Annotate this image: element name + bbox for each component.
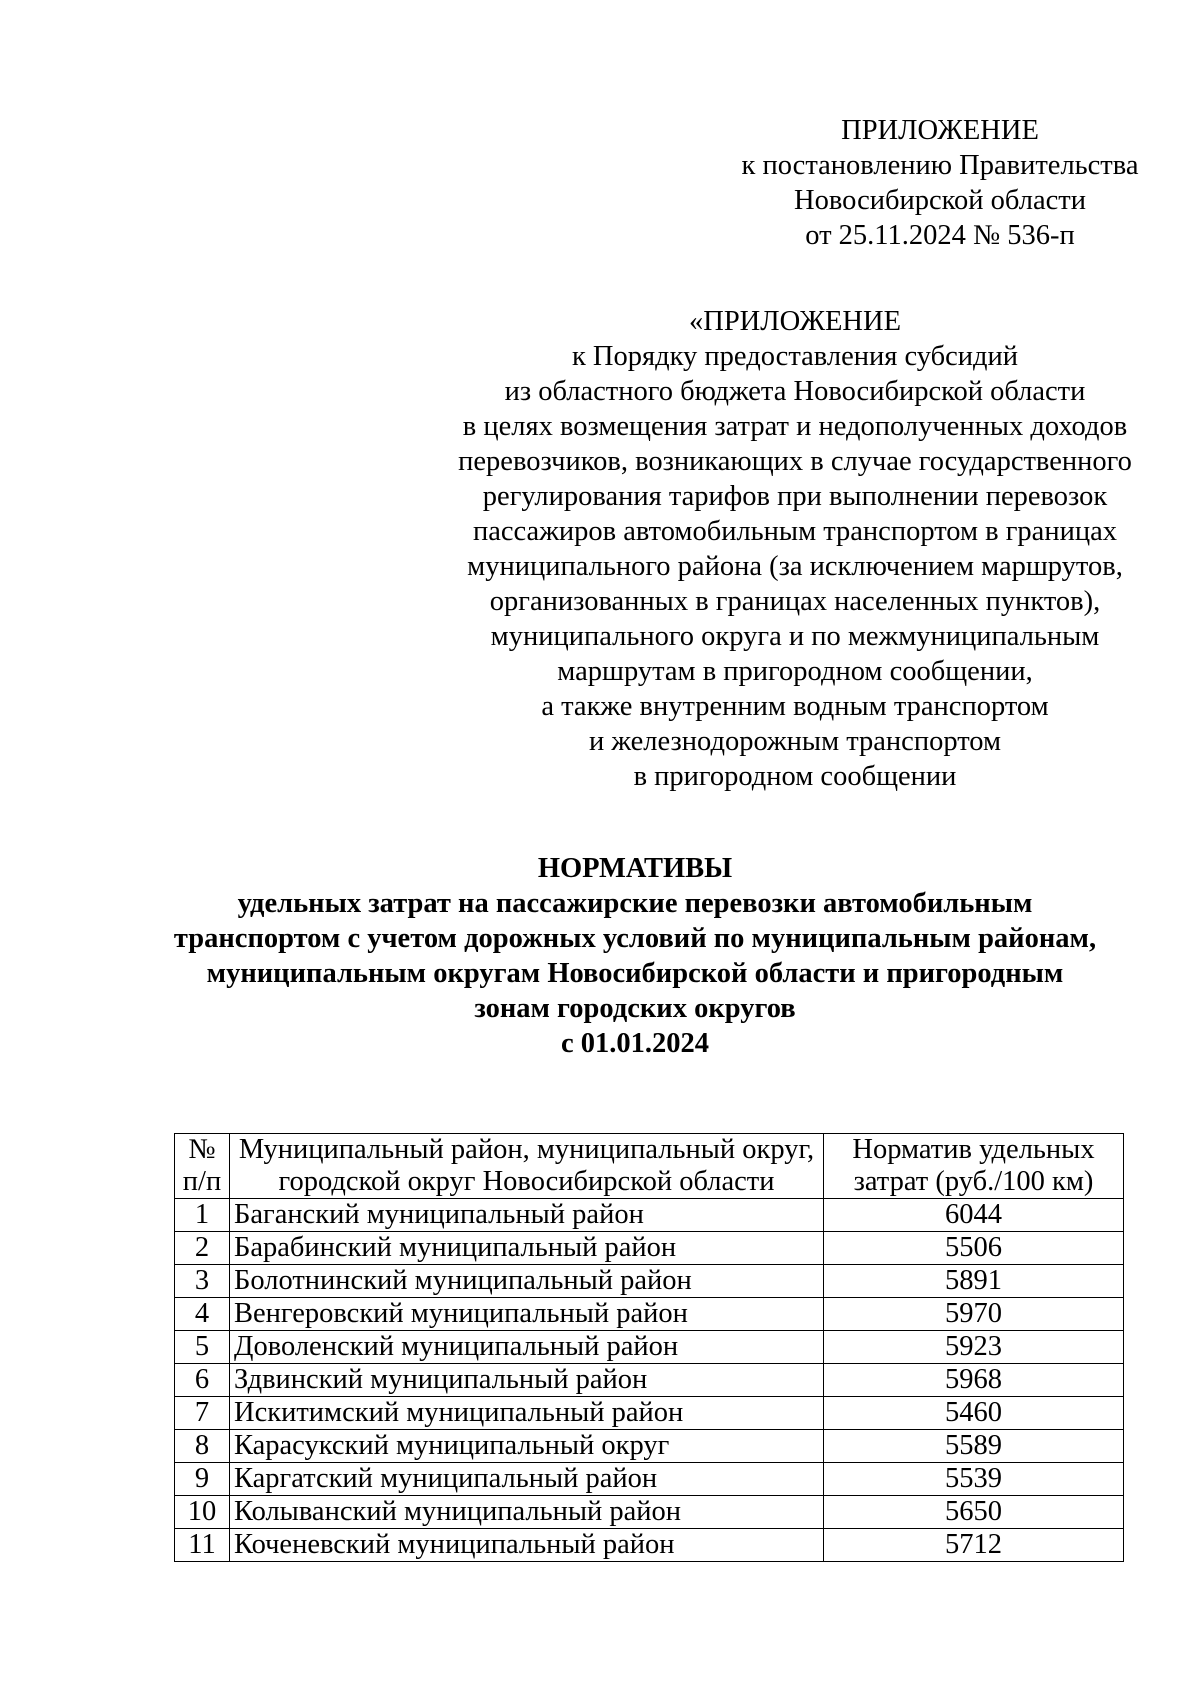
header-name-line: городской округ Новосибирской области [278, 1166, 775, 1197]
header-line: Новосибирской области [794, 185, 1086, 216]
title-line: НОРМАТИВЫ [537, 853, 733, 884]
row-value: 6044 [824, 1199, 1124, 1232]
row-num: 4 [175, 1298, 230, 1331]
annex-line: из областного бюджета Новосибирской области [504, 376, 1086, 407]
header-line: от 25.11.2024 № 536-п [805, 220, 1075, 251]
norms-table [174, 1133, 1124, 1562]
row-name: Барабинский муниципальный район [230, 1232, 824, 1265]
annex-line: а также внутренним водным транспортом [541, 691, 1049, 722]
table-row [175, 1397, 1124, 1430]
annex-line: регулирования тарифов при выполнении перевозок [482, 481, 1108, 512]
row-num: 11 [175, 1529, 230, 1562]
annex-line: к Порядку предоставления субсидий [571, 341, 1019, 372]
row-num: 9 [175, 1463, 230, 1496]
table-header-row [175, 1134, 1124, 1199]
table-row [175, 1463, 1124, 1496]
header-num-line: № [188, 1134, 216, 1165]
row-num: 3 [175, 1265, 230, 1298]
table-row [175, 1232, 1124, 1265]
header-value [824, 1134, 1124, 1199]
row-value: 5923 [824, 1331, 1124, 1364]
row-name: Карасукский муниципальный округ [230, 1430, 824, 1463]
row-value: 5968 [824, 1364, 1124, 1397]
header-line: ПРИЛОЖЕНИЕ [841, 115, 1039, 146]
annex-line: «ПРИЛОЖЕНИЕ [689, 306, 901, 337]
row-num: 6 [175, 1364, 230, 1397]
header-name [230, 1134, 824, 1199]
title-line: с 01.01.2024 [560, 1028, 710, 1059]
row-name: Здвинский муниципальный район [230, 1364, 824, 1397]
row-value: 5970 [824, 1298, 1124, 1331]
row-num: 5 [175, 1331, 230, 1364]
annex-line: и железнодорожным транспортом [588, 726, 1002, 757]
row-name: Каргатский муниципальный район [230, 1463, 824, 1496]
row-name: Искитимский муниципальный район [230, 1397, 824, 1430]
title-line: зонам городских округов [474, 993, 796, 1024]
annex-line: муниципального района (за исключением маршрутов, [467, 551, 1123, 582]
row-name: Доволенский муниципальный район [230, 1331, 824, 1364]
row-name: Болотнинский муниципальный район [230, 1265, 824, 1298]
header-value-line: Норматив удельных [852, 1134, 1095, 1165]
table-row [175, 1529, 1124, 1562]
table-row [175, 1430, 1124, 1463]
table-row [175, 1265, 1124, 1298]
table-row [175, 1331, 1124, 1364]
header-num-line: п/п [182, 1166, 222, 1197]
row-value: 5650 [824, 1496, 1124, 1529]
row-value: 5506 [824, 1232, 1124, 1265]
document-title [150, 855, 1120, 1065]
resolution-annex-header [720, 117, 1160, 257]
row-value: 5589 [824, 1430, 1124, 1463]
row-value: 5891 [824, 1265, 1124, 1298]
table-row [175, 1199, 1124, 1232]
header-name-line: Муниципальный район, муниципальный округ, [238, 1134, 815, 1165]
row-name: Коченевский муниципальный район [230, 1529, 824, 1562]
header-value-line: затрат (руб./100 км) [853, 1166, 1094, 1197]
annex-line: в пригородном сообщении [633, 761, 957, 792]
row-name: Баганский муниципальный район [230, 1199, 824, 1232]
row-num: 10 [175, 1496, 230, 1529]
annex-line: маршрутам в пригородном сообщении, [557, 656, 1033, 687]
annex-line: муниципального округа и по межмуниципальным [490, 621, 1100, 652]
annex-line: пассажиров автомобильным транспортом в границах [473, 516, 1117, 547]
table-row [175, 1496, 1124, 1529]
annex-line: организованных в границах населенных пунктов), [489, 586, 1101, 617]
annex-line: в целях возмещения затрат и недополученных доходов [462, 411, 1128, 442]
title-line: муниципальным округам Новосибирской области и пригородным [206, 958, 1064, 989]
procedure-annex-header [445, 308, 1145, 798]
row-value: 5460 [824, 1397, 1124, 1430]
row-num: 1 [175, 1199, 230, 1232]
row-value: 5712 [824, 1529, 1124, 1562]
row-value: 5539 [824, 1463, 1124, 1496]
header-num [175, 1134, 230, 1199]
header-line: к постановлению Правительства [741, 150, 1139, 181]
annex-line: перевозчиков, возникающих в случае государственного [458, 446, 1132, 477]
row-num: 7 [175, 1397, 230, 1430]
row-name: Венгеровский муниципальный район [230, 1298, 824, 1331]
title-line: удельных затрат на пассажирские перевозки автомобильным [237, 888, 1033, 919]
table-row [175, 1364, 1124, 1397]
table-body [175, 1199, 1124, 1562]
title-line: транспортом с учетом дорожных условий по муниципальным районам, [173, 923, 1097, 954]
row-name: Колыванский муниципальный район [230, 1496, 824, 1529]
row-num: 8 [175, 1430, 230, 1463]
table-row [175, 1298, 1124, 1331]
row-num: 2 [175, 1232, 230, 1265]
